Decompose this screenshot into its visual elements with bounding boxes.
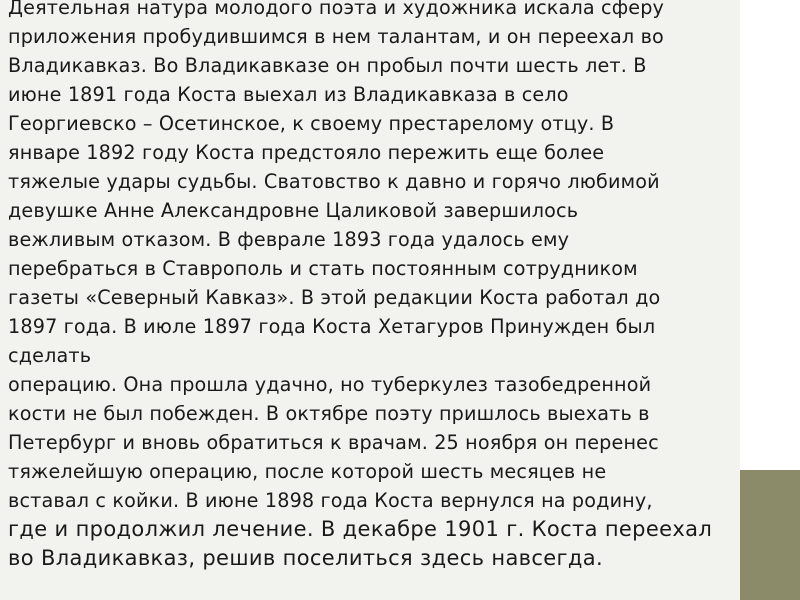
text-line-20: во Владикавказ, решив поселиться здесь навсегда. [8,546,604,570]
text-line-18: вставал с койки. В июне 1898 года Коста вернулся на родину, [8,489,653,512]
text-line-12: 1897 года. В июле 1897 года Коста Хетагуров Принужден был [8,315,656,338]
text-line-13: сделать [8,344,92,367]
text-line-1: Деятельная натура молодого поэта и художника искала сферу [8,0,665,19]
text-line-17: тяжелейшую операцию, после которой шесть месяцев не [8,460,607,483]
text-line-14: операцию. Она прошла удачно, но туберкулез тазобедренной [8,373,652,396]
decorative-accent-bar [740,470,800,600]
text-line-2: приложения пробудившимся в нем талантам, и он переехал во [8,25,664,48]
text-line-8: девушке Анне Александровне Цаликовой завершилось [8,199,579,222]
text-line-7: тяжелые удары судьбы. Сватовство к давно и горячо любимой [8,170,660,193]
text-line-11: газеты «Северный Кавказ». В этой редакции Коста работал до [8,286,661,309]
text-line-15: кости не был побежден. В октябре поэту пришлось выехать в [8,402,650,425]
text-line-10: перебраться в Ставрополь и стать постоянным сотрудником [8,257,638,280]
text-line-16: Петербург и вновь обратиться к врачам. 25 ноября он перенес [8,431,659,454]
text-line-5: Георгиевско – Осетинское, к своему престарелому отцу. В [8,112,615,135]
biography-text [8,0,738,573]
text-line-3: Владикавказ. Во Владикавказе он пробыл почти шесть лет. В [8,54,647,77]
text-line-6: январе 1892 году Коста предстояло пережить еще более [8,141,605,164]
text-line-19: где и продолжил лечение. В декабре 1901 г. Коста переехал [8,517,713,541]
text-line-9: вежливым отказом. В феврале 1893 года удалось ему [8,228,570,251]
text-line-4: июне 1891 года Коста выехал из Владикавказа в село [8,83,569,106]
